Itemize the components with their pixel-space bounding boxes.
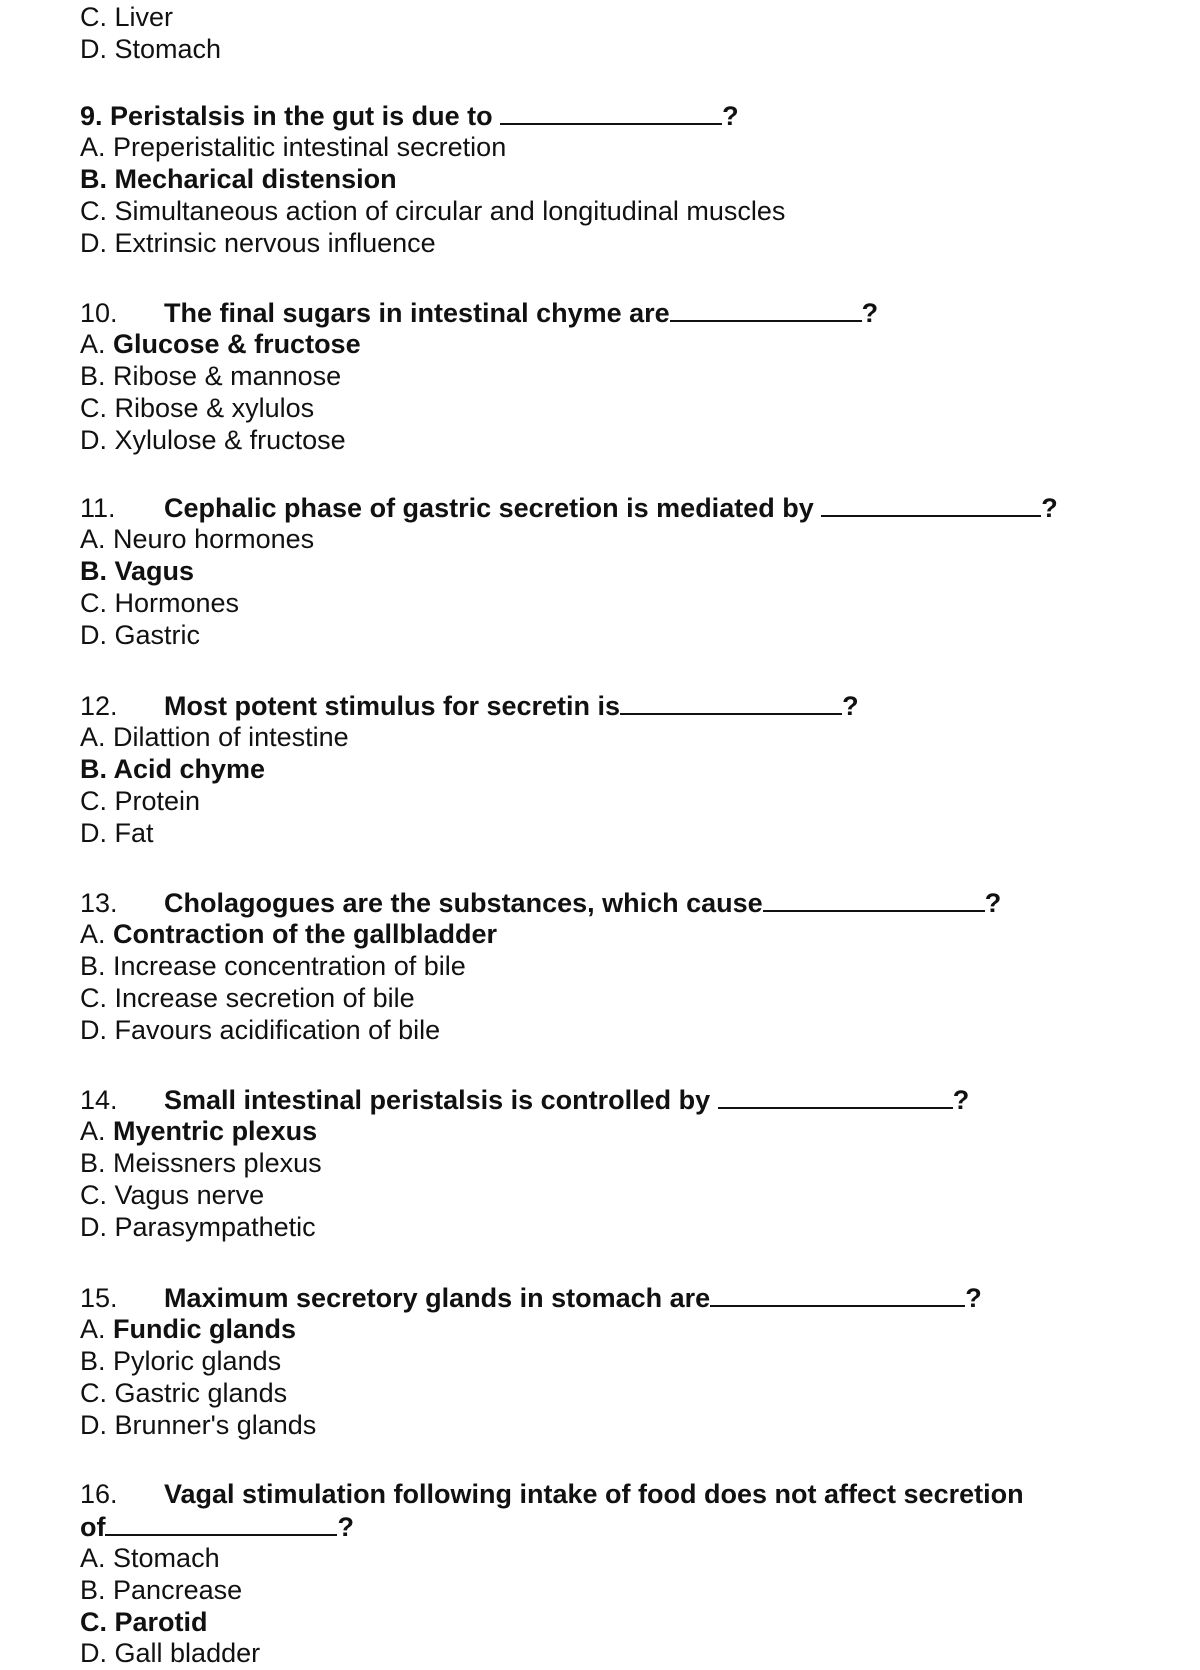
question-10-option-b: B. Ribose & mannose (80, 361, 342, 391)
question-13-option-b: B. Increase concentration of bile (80, 951, 466, 981)
answer-blank (670, 295, 862, 322)
question-12-option-d: D. Fat (80, 818, 154, 848)
question-13-option-c: C. Increase secretion of bile (80, 983, 415, 1013)
question-10-option-a: A. Glucose & fructose (80, 329, 361, 359)
question-15-option-c: C. Gastric glands (80, 1378, 288, 1408)
question-10-stem: 10. The final sugars in intestinal chyme are ? (80, 295, 878, 329)
answer-blank (763, 885, 985, 912)
answer-blank (710, 1280, 965, 1307)
question-13-option-a: A. Contraction of the gallbladder (80, 919, 498, 949)
question-13-stem: 13. Cholagogues are the substances, which cause ? (80, 885, 1001, 919)
answer-blank (500, 98, 722, 125)
question-16-option-b: B. Pancrease (80, 1575, 243, 1605)
question-14-option-c: C. Vagus nerve (80, 1180, 265, 1210)
question-9-stem: 9. Peristalsis in the gut is due to ? (80, 98, 739, 132)
question-12-option-b: B. Acid chyme (80, 754, 266, 784)
question-11-stem: 11. Cephalic phase of gastric secretion is mediated by ? (80, 490, 1058, 524)
question-16-option-d: D. Gall bladder (80, 1638, 261, 1668)
question-10-option-d: D. Xylulose & fructose (80, 425, 346, 455)
question-16-stem: 16. Vagal stimulation following intake of food does not affect secretion (80, 1479, 1024, 1509)
question-9-option-d: D. Extrinsic nervous influence (80, 228, 436, 258)
question-15-option-d: D. Brunner's glands (80, 1410, 317, 1440)
question-9-option-b: B. Mecharical distension (80, 164, 397, 194)
answer-blank (105, 1509, 337, 1536)
question-14-option-b: B. Meissners plexus (80, 1148, 322, 1178)
question-12-option-c: C. Protein (80, 786, 201, 816)
question-16-stem-continued: of ? (80, 1509, 354, 1543)
question-14-stem: 14. Small intestinal peristalsis is controlled by ? (80, 1082, 969, 1116)
question-15-option-b: B. Pyloric glands (80, 1346, 282, 1376)
answer-blank (620, 688, 842, 715)
question-15-stem: 15. Maximum secretory glands in stomach are ? (80, 1280, 982, 1314)
answer-blank (821, 490, 1041, 517)
question-16-option-a: A. Stomach (80, 1543, 220, 1573)
question-11-option-a: A. Neuro hormones (80, 524, 315, 554)
question-9-option-c: C. Simultaneous action of circular and longitudinal muscles (80, 196, 786, 226)
question-14-option-a: A. Myentric plexus (80, 1116, 318, 1146)
question-11-option-c: C. Hormones (80, 588, 240, 618)
question-16-option-c: C. Parotid (80, 1607, 208, 1637)
option-line: C. Liver (80, 2, 174, 32)
question-13-option-d: D. Favours acidification of bile (80, 1015, 441, 1045)
question-12-stem: 12. Most potent stimulus for secretin is ? (80, 688, 859, 722)
option-line: D. Stomach (80, 34, 222, 64)
question-12-option-a: A. Dilattion of intestine (80, 722, 349, 752)
question-11-option-d: D. Gastric (80, 620, 201, 650)
question-15-option-a: A. Fundic glands (80, 1314, 297, 1344)
question-9-option-a: A. Preperistalitic intestinal secretion (80, 132, 507, 162)
question-11-option-b: B. Vagus (80, 556, 195, 586)
answer-blank (718, 1082, 953, 1109)
question-10-option-c: C. Ribose & xylulos (80, 393, 315, 423)
question-14-option-d: D. Parasympathetic (80, 1212, 316, 1242)
